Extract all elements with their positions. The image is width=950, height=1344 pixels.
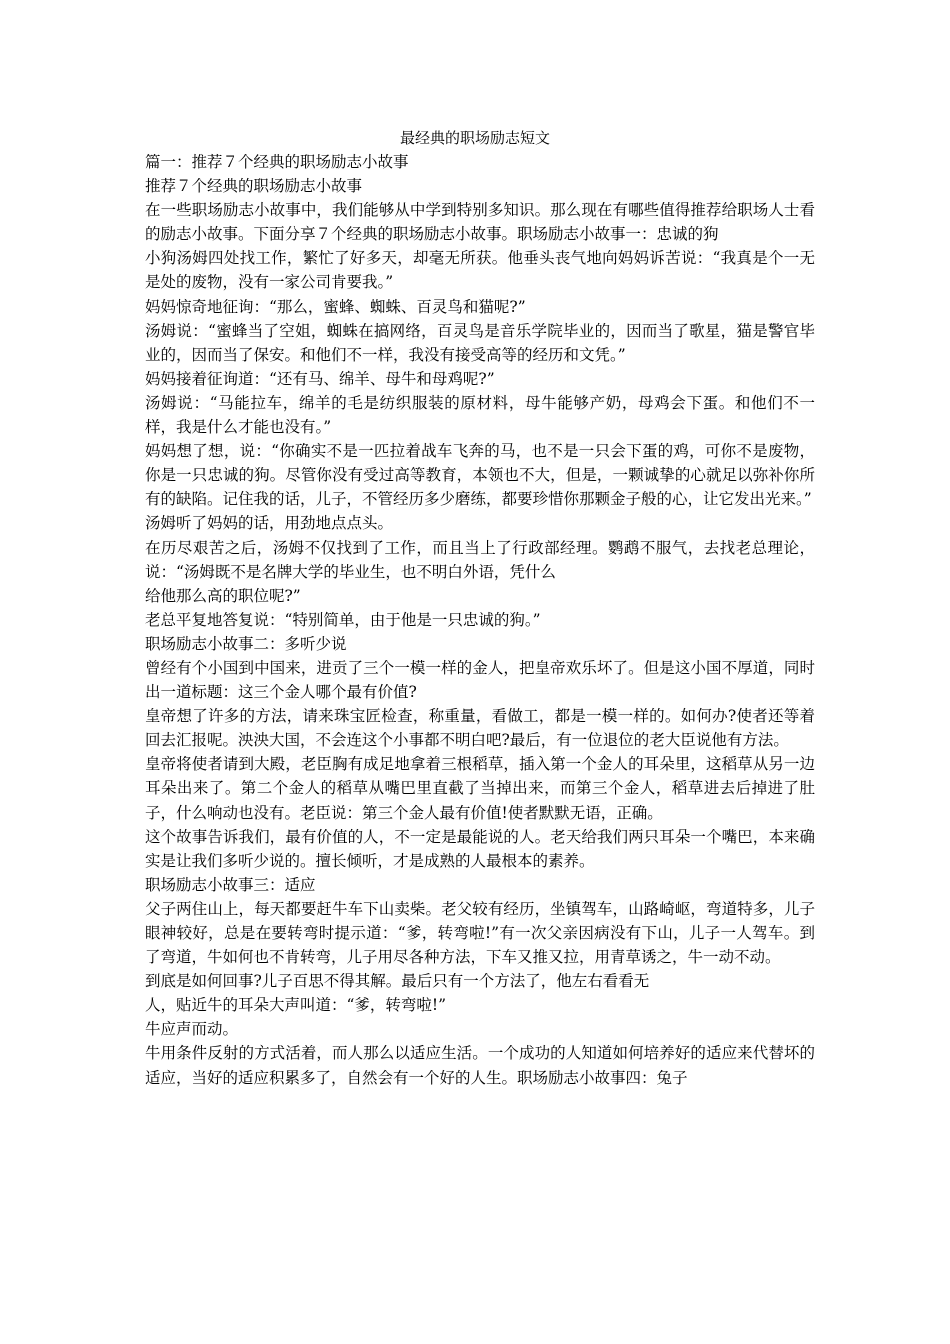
paragraph: 职场励志小故事三：适应 — [145, 875, 316, 894]
paragraph: 到底是如何回事?儿子百思不得其解。最后只有一个方法了，他左右看看无 — [145, 972, 650, 991]
paragraph: 皇帝想了许多的方法，请来珠宝匠检查，称重量，看做工，都是一模一样的。如何办?使者还等着回去汇报呢。泱泱大国，不会连这个小事都不明白吧?最后，有一位退位的老大臣说他有方法。 — [145, 707, 815, 750]
paragraph: 妈妈接着征询道：“还有马、绵羊、母牛和母鸡呢?” — [145, 369, 495, 388]
paragraph: 在一些职场励志小故事中，我们能够从中学到特别多知识。那么现在有哪些值得推荐给职场人士看的励志小故事。下面分享７个经典的职场励志小故事。职场励志小故事一：忠诚的狗 — [145, 201, 815, 244]
paragraph: 父子两住山上，每天都要赶牛车下山卖柴。老父较有经历，坐镇驾车，山路崎岖，弯道特多，儿子眼神较好，总是在要转弯时提示道：“爹，转弯啦!”有一次父亲因病没有下山，儿子一人驾车。到了弯道，牛如何也不肯转弯，儿子用尽各种方法，下车又推又拉，用青草诱之，牛一动不动。 — [145, 899, 815, 967]
document-title: 最经典的职场励志短文 — [399, 129, 550, 147]
paragraph: 牛应声而动。 — [145, 1020, 239, 1039]
paragraph: 曾经有个小国到中国来，进贡了三个一模一样的金人，把皇帝欢乐坏了。但是这小国不厚道，同时出一道标题：这三个金人哪个最有价值? — [145, 658, 815, 702]
paragraph: 皇帝将使者请到大殿，老臣胸有成足地拿着三根稻草，插入第一个金人的耳朵里，这稻草从另一边耳朵出来了。第二个金人的稻草从嘴巴里直截了当掉出来，而第三个金人，稻草进去后掉进了肚子，什么响动也没有。老臣说：第三个金人最有价值!使者默默无语，正确。 — [145, 755, 815, 822]
paragraph: 牛用条件反射的方式活着，而人那么以适应生活。一个成功的人知道如何培养好的适应来代替坏的适应，当好的适应积累多了，自然会有一个好的人生。职场励志小故事四：兔子 — [145, 1044, 815, 1087]
paragraph: 人，贴近牛的耳朵大声叫道：“爹，转弯啦!” — [145, 996, 447, 1015]
paragraph: 这个故事告诉我们，最有价值的人，不一定是最能说的人。老天给我们两只耳朵一个嘴巴，本来确实是让我们多听少说的。擅长倾听，才是成熟的人最根本的素养。 — [145, 827, 815, 870]
paragraph: 在历尽艰苦之后，汤姆不仅找到了工作，而且当上了行政部经理。鹦鹉不服气，去找老总理论，说：“汤姆既不是名牌大学的毕业生，也不明白外语，凭什么 — [145, 538, 815, 581]
paragraph: 老总平复地答复说：“特别简单，由于他是一只忠诚的狗。” — [145, 610, 541, 629]
paragraph: 汤姆说：“马能拉车，绵羊的毛是纺织服装的原材料，母牛能够产奶，母鸡会下蛋。和他们不一样，我是什么才能也没有。” — [145, 393, 815, 437]
document-body — [145, 150, 815, 1090]
paragraph: 篇一：推荐７个经典的职场励志小故事 — [145, 153, 409, 171]
paragraph: 职场励志小故事二：多听少说 — [145, 634, 347, 653]
paragraph: 推荐７个经典的职场励志小故事 — [145, 177, 363, 196]
paragraph: 妈妈惊奇地征询：“那么，蜜蜂、蜘蛛、百灵鸟和猫呢?” — [145, 297, 526, 316]
paragraph: 汤姆说：“蜜蜂当了空姐，蜘蛛在搞网络，百灵鸟是音乐学院毕业的，因而当了歌星，猫是警官毕业的，因而当了保安。和他们不一样，我没有接受高等的经历和文凭。” — [145, 321, 815, 364]
paragraph: 妈妈想了想，说：“你确实不是一匹拉着战车飞奔的马，也不是一只会下蛋的鸡，可你不是废物，你是一只忠诚的狗。尽管你没有受过高等教育，本领也不大，但是，一颗诚挚的心就足以弥补你所有的缺陷。记住我的话，儿子，不管经历多少磨练，都要珍惜你那颗金子般的心，让它发出光来。” — [145, 442, 815, 509]
paragraph: 小狗汤姆四处找工作，繁忙了好多天，却毫无所获。他垂头丧气地向妈妈诉苦说：“我真是个一无是处的废物，没有一家公司肯要我。” — [145, 249, 815, 292]
paragraph: 汤姆听了妈妈的话，用劲地点点头。 — [145, 514, 394, 533]
paragraph: 给他那么高的职位呢?” — [145, 586, 301, 605]
